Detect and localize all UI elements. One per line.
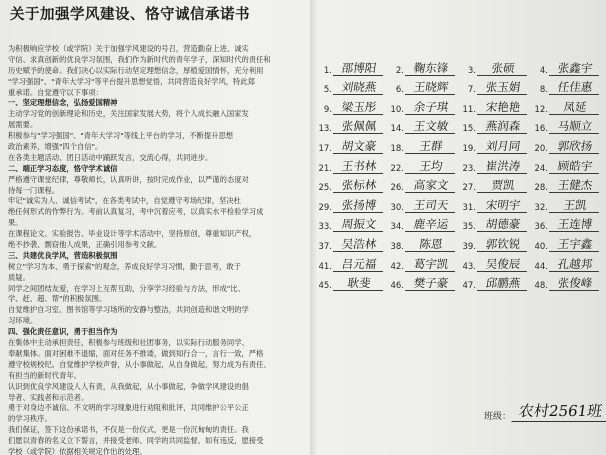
signature-entry [462, 272, 532, 292]
signature-number: 43. [462, 261, 476, 272]
signature-number: 39. [462, 241, 476, 252]
signature-name: 王均 [405, 159, 457, 174]
body-line: 的学习秩序。 [8, 414, 52, 424]
body-line: 勇于对身边不诚信、不文明的学习现象进行劝阻和批评，共同维护公平公正 [8, 403, 249, 413]
signature-entry [318, 193, 388, 213]
signature-page [318, 0, 606, 455]
pledge-text-page [8, 0, 310, 455]
signature-number: 27. [462, 183, 476, 194]
signature-entry [318, 76, 388, 96]
signature-entry [390, 193, 460, 213]
pledge-body [8, 44, 310, 455]
signature-entry [318, 56, 388, 76]
signature-entry [390, 115, 460, 135]
signature-number: 44. [534, 261, 548, 272]
signature-entry [462, 115, 532, 135]
signature-number: 6. [395, 85, 404, 96]
signature-entry [534, 115, 604, 135]
body-line: 积极参与"学习强国"、"青年大学习"等线上平台的学习，不断提升思想 [8, 131, 234, 141]
class-label: 班级： [484, 412, 512, 422]
signature-name: 张硕 [477, 61, 529, 76]
signature-name: 张佩佩 [333, 119, 385, 134]
body-line: 奉献集体。面对困难不退缩，面对任务不推诿，做到知行合一，言行一致，严格 [8, 348, 264, 358]
signature-number: 22. [390, 163, 404, 174]
signature-name: 邱鹏燕 [477, 276, 529, 291]
signature-name: 宋明宇 [477, 198, 529, 213]
body-line: 在各类主题活动、团日活动中踊跃发言，交流心得，共同进步。 [8, 152, 213, 162]
signature-number: 12. [534, 104, 548, 115]
signature-entry [534, 76, 604, 96]
body-line: 在课程论文、实验报告、毕业设计等学术活动中，坚持原创，尊重知识产权， [8, 229, 257, 239]
body-line: 绝不抄袭、剽窃他人成果，正确引用参考文献。 [8, 240, 162, 250]
signature-name: 凤延 [549, 100, 601, 115]
signature-number: 46. [390, 281, 404, 292]
body-line: 有担当的新时代青年。 [8, 370, 81, 380]
signature-number: 48. [534, 281, 548, 292]
signature-entry [462, 134, 532, 154]
signature-number: 36. [534, 222, 548, 233]
signature-name: 马顺立 [549, 119, 601, 134]
signature-number: 9. [323, 104, 332, 115]
body-line: 待每一门课程。 [8, 185, 60, 195]
signature-number: 2. [395, 65, 404, 76]
signature-entry [534, 56, 604, 76]
signature-entry [390, 56, 460, 76]
signature-number: 1. [323, 65, 332, 76]
signature-entry [390, 76, 460, 96]
signature-entry [318, 252, 388, 272]
signature-entry [390, 252, 460, 272]
body-line: 们愿以青春的名义立下誓言，并接受老师、同学的共同监督。如有违反，愿接受 [8, 436, 264, 446]
signature-number: 32. [534, 202, 548, 213]
signature-number: 16. [534, 124, 548, 135]
signature-number: 8. [539, 85, 548, 96]
signature-number: 47. [462, 281, 476, 292]
signature-name: 梁玉彤 [333, 100, 385, 115]
signature-entry [390, 232, 460, 252]
signature-name: 王宇鑫 [549, 237, 601, 252]
body-line: 我们保证，签下这份承诺书，不仅是一份仪式，更是一份沉甸甸的责任。我 [8, 425, 249, 435]
signature-number: 34. [390, 222, 404, 233]
signature-name: 吴浩林 [333, 237, 385, 252]
page-title: 关于加强学风建设、恪守诚信承诺书 [10, 7, 250, 23]
signature-name: 宋艳艳 [477, 100, 529, 115]
signature-name: 张俊峰 [549, 276, 601, 291]
signature-entry [534, 252, 604, 272]
signature-name: 吴俊辰 [477, 257, 529, 272]
body-line: 在集体中主动承担责任，积极参与班级和社团事务，以实际行动服务同学、 [8, 338, 249, 348]
signature-entry [534, 193, 604, 213]
signature-name: 鞠东锋 [405, 61, 457, 76]
section-heading: 二、端正学习态度，恪守学术诚信 [8, 163, 118, 173]
signature-entry [390, 174, 460, 194]
signature-entry [462, 76, 532, 96]
signature-grid [318, 56, 606, 291]
signature-name: 王司天 [405, 198, 457, 213]
body-line: 树立"学习为本、勇于探索"的观念，养成良好学习习惯，勤于思考，敢于 [8, 261, 241, 271]
signature-entry [318, 232, 388, 252]
signature-name: 葛宇凯 [405, 257, 457, 272]
signature-name: 胡德豪 [477, 217, 529, 232]
signature-entry [318, 134, 388, 154]
signature-number: 5. [323, 85, 332, 96]
signature-name: 顾皓宇 [549, 159, 601, 174]
signature-entry [390, 272, 460, 292]
signature-name: 燕润森 [477, 119, 529, 134]
signature-name: 刘晓燕 [333, 80, 385, 95]
body-line: 重承诺。自觉遵守以下事项： [8, 87, 103, 97]
signature-number: 23. [462, 163, 476, 174]
signature-name: 王连博 [549, 217, 601, 232]
class-value: 农村2561班 [511, 400, 606, 422]
signature-number: 19. [462, 143, 476, 154]
signature-entry [462, 95, 532, 115]
signature-number: 35. [462, 222, 476, 233]
section-heading: 三、共建优良学风，营造积极氛围 [8, 250, 118, 260]
body-line: 遵守校规校纪。自觉维护学校声誉，从小事做起，从自身做起，努力成为有责任、 [8, 359, 271, 369]
signature-number: 28. [534, 183, 548, 194]
body-line: 严格遵守课堂纪律，尊敬师长，认真听讲，按时完成作业，以严谨的态度对 [8, 174, 249, 184]
signature-number: 10. [390, 104, 404, 115]
signature-number: 41. [318, 261, 332, 272]
signature-entry [390, 95, 460, 115]
signature-name: 吕元福 [333, 257, 385, 272]
body-line: 为积极响应学校（或学院）关于加强学风建设的号召，营造勤奋上进、诚实 [8, 44, 249, 53]
signature-name: 张扬博 [333, 198, 385, 213]
signature-number: 30. [390, 202, 404, 213]
signature-entry [534, 134, 604, 154]
signature-number: 13. [318, 124, 332, 135]
body-line: 学校（或学院）依据相关规定作出的处理。 [8, 446, 147, 455]
signature-entry [318, 174, 388, 194]
signature-number: 42. [390, 261, 404, 272]
signature-name: 王凯 [549, 198, 601, 213]
signature-name: 崔洪涛 [477, 159, 529, 174]
signature-name: 王文敏 [405, 119, 457, 134]
signature-number: 24. [534, 163, 548, 174]
signature-name: 王健杰 [549, 178, 601, 193]
signature-number: 11. [462, 104, 476, 115]
signature-entry [462, 56, 532, 76]
signature-name: 耿斐 [333, 276, 385, 291]
body-line: 绝任何形式的作弊行为。考前认真复习，考中沉着应考，以真实水平检验学习成 [8, 207, 264, 217]
signature-number: 20. [534, 143, 548, 154]
signature-name: 贾凯 [477, 178, 529, 193]
signature-number: 45. [318, 281, 332, 292]
signature-name: 张标林 [333, 178, 385, 193]
signature-entry [318, 213, 388, 233]
signature-number: 21. [318, 163, 332, 174]
body-line: 同学之间团结友爱，在学习上互帮互助，分享学习经验与方法，形成"比、 [8, 283, 245, 293]
signature-name: 邵博阳 [333, 61, 385, 76]
signature-entry [462, 154, 532, 174]
body-line: 认识到优良学风建设人人有责，从我做起，从小事做起，争做学风建设的倡 [8, 381, 249, 391]
signature-name: 高家文 [405, 178, 457, 193]
signature-number: 4. [539, 65, 548, 76]
signature-name: 任佳惠 [549, 80, 601, 95]
signature-entry [462, 174, 532, 194]
signature-number: 38. [390, 241, 404, 252]
signature-name: 周振文 [333, 217, 385, 232]
signature-entry [390, 154, 460, 174]
signature-name: 刘月同 [477, 139, 529, 154]
signature-entry [318, 272, 388, 292]
signature-name: 王晓辉 [405, 80, 457, 95]
body-line: 自觉维护自习室、图书馆等学习场所的安静与整洁，共同创造和谐文明的学 [8, 305, 249, 315]
signature-entry [534, 154, 604, 174]
signature-number: 29. [318, 202, 332, 213]
signature-entry [318, 115, 388, 135]
signature-number: 26. [390, 183, 404, 194]
body-line: 学、赶、超、帮"的积极氛围。 [8, 294, 107, 304]
signature-number: 3. [467, 65, 476, 76]
signature-name: 余子琪 [405, 100, 457, 115]
signature-entry [318, 95, 388, 115]
body-line: 政治素养，增强"四个自信"。 [8, 142, 103, 152]
signature-entry [318, 154, 388, 174]
body-line: 主动学习党的创新理论和历史，关注国家发展大势，将个人成长融入国家发 [8, 109, 249, 119]
signature-entry [534, 232, 604, 252]
body-line: 质疑。 [8, 272, 30, 282]
signature-entry [534, 213, 604, 233]
signature-number: 31. [462, 202, 476, 213]
body-line: 历史赋予的使命。我们决心以实际行动坚定理想信念，厚植爱国情怀，充分利用 [8, 65, 264, 75]
section-heading: 一、坚定理想信念，弘扬爱国精神 [8, 98, 118, 108]
signature-entry [534, 95, 604, 115]
signature-number: 15. [462, 124, 476, 135]
body-line: 守信、求真创新的优良学习氛围，我们作为新时代的青年学子，深知时代的责任和 [8, 54, 271, 64]
signature-number: 40. [534, 241, 548, 252]
body-line: 展需要。 [8, 120, 38, 130]
page-fold [310, 0, 318, 455]
signature-name: 王书林 [333, 159, 385, 174]
body-line: 习环境。 [8, 316, 38, 326]
section-heading: 四、强化责任意识，勇于担当作为 [8, 327, 118, 337]
class-field [484, 400, 606, 422]
signature-name: 张鑫宇 [549, 61, 601, 76]
signature-name: 胡文豪 [333, 139, 385, 154]
signature-name: 郭欣扬 [549, 139, 601, 154]
signature-name: 陈恩 [405, 237, 457, 252]
body-line: "学习强国"、"青年大学习"等平台提升思想觉悟，共同营造良好学风，特此郑 [8, 76, 255, 86]
signature-name: 樊子豪 [405, 276, 457, 291]
signature-name: 孔越邦 [549, 257, 601, 272]
signature-number: 18. [390, 143, 404, 154]
signature-entry [462, 232, 532, 252]
signature-number: 25. [318, 183, 332, 194]
signature-name: 郭钦锐 [477, 237, 529, 252]
signature-name: 王群 [405, 139, 457, 154]
body-line: 牢记"诚实为人、诚信考试"，在各类考试中，自觉遵守考场纪律，坚决杜 [8, 196, 241, 206]
signature-entry [390, 213, 460, 233]
signature-number: 37. [318, 241, 332, 252]
signature-entry [462, 213, 532, 233]
signature-name: 鹿辛运 [405, 217, 457, 232]
signature-number: 7. [467, 85, 476, 96]
signature-number: 17. [318, 143, 332, 154]
signature-number: 14. [390, 124, 404, 135]
signature-name: 张玉娟 [477, 80, 529, 95]
signature-entry [534, 272, 604, 292]
signature-entry [462, 193, 532, 213]
signature-entry [390, 134, 460, 154]
signature-number: 33. [318, 222, 332, 233]
signature-entry [462, 252, 532, 272]
body-line: 果。 [8, 218, 23, 228]
signature-entry [534, 174, 604, 194]
body-line: 导者、实践者和示范者。 [8, 392, 89, 402]
